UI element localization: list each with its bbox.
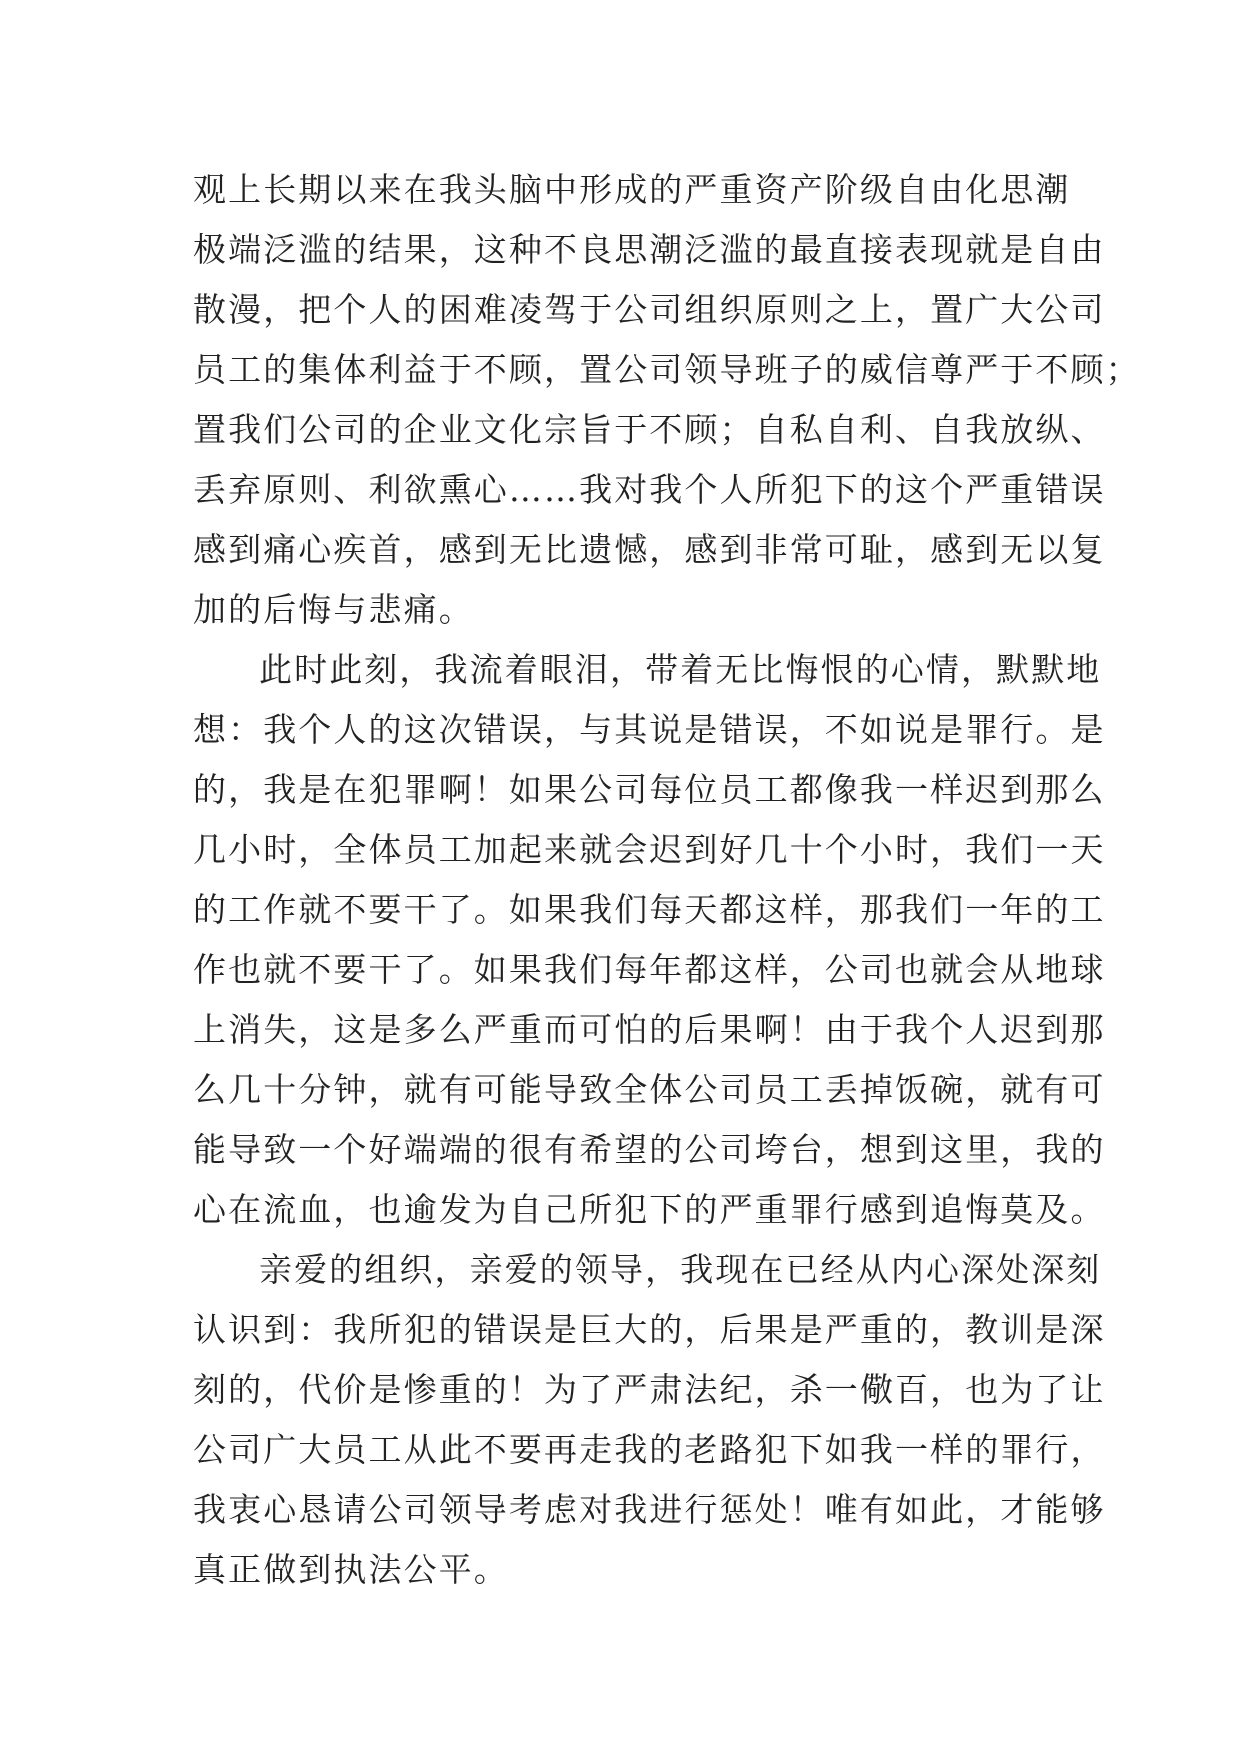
paragraph-1 — [193, 160, 1141, 640]
text-line: 员工的集体利益于不顾，置公司领导班子的威信尊严于不顾； — [193, 350, 1141, 389]
text-line: 刻的，代价是惨重的！为了严肃法纪，杀一儆百，也为了让 — [193, 1370, 1106, 1409]
text-line: 感到痛心疾首，感到无比遗憾，感到非常可耻，感到无以复 — [193, 530, 1106, 569]
text-line: 上消失，这是多么严重而可怕的后果啊！由于我个人迟到那 — [193, 1010, 1106, 1049]
text-line: 认识到：我所犯的错误是巨大的，后果是严重的，教训是深 — [193, 1310, 1106, 1349]
text-line: 么几十分钟，就有可能导致全体公司员工丢掉饭碗，就有可 — [193, 1070, 1106, 1109]
text-line: 加的后悔与悲痛。 — [193, 590, 474, 629]
text-line: 丢弃原则、利欲熏心……我对我个人所犯下的这个严重错误 — [193, 470, 1106, 509]
text-line: 的，我是在犯罪啊！如果公司每位员工都像我一样迟到那么 — [193, 770, 1106, 809]
text-line: 心在流血，也逾发为自己所犯下的严重罪行感到追悔莫及。 — [193, 1190, 1106, 1229]
text-line: 散漫，把个人的困难凌驾于公司组织原则之上，置广大公司 — [193, 290, 1106, 329]
document-body — [193, 160, 1141, 1600]
text-line: 我衷心恳请公司领导考虑对我进行惩处！唯有如此，才能够 — [193, 1490, 1106, 1529]
text-line: 想：我个人的这次错误，与其说是错误，不如说是罪行。是 — [193, 710, 1106, 749]
text-line: 极端泛滥的结果，这种不良思潮泛滥的最直接表现就是自由 — [193, 230, 1106, 269]
text-line: 的工作就不要干了。如果我们每天都这样，那我们一年的工 — [193, 890, 1106, 929]
text-line: 作也就不要干了。如果我们每年都这样，公司也就会从地球 — [193, 950, 1106, 989]
text-line: 能导致一个好端端的很有希望的公司垮台，想到这里，我的 — [193, 1130, 1106, 1169]
text-line: 公司广大员工从此不要再走我的老路犯下如我一样的罪行， — [193, 1430, 1106, 1469]
text-line: 几小时，全体员工加起来就会迟到好几十个小时，我们一天 — [193, 830, 1106, 869]
paragraph-3 — [193, 1240, 1106, 1600]
text-line: 观上长期以来在我头脑中形成的严重资产阶级自由化思潮 — [193, 170, 1071, 209]
paragraph-2 — [193, 640, 1106, 1240]
text-line: 亲爱的组织，亲爱的领导，我现在已经从内心深处深刻 — [259, 1250, 1102, 1289]
text-line: 置我们公司的企业文化宗旨于不顾；自私自利、自我放纵、 — [193, 410, 1106, 449]
text-line: 真正做到执法公平。 — [193, 1550, 509, 1589]
text-line: 此时此刻，我流着眼泪，带着无比悔恨的心情，默默地 — [259, 650, 1102, 689]
